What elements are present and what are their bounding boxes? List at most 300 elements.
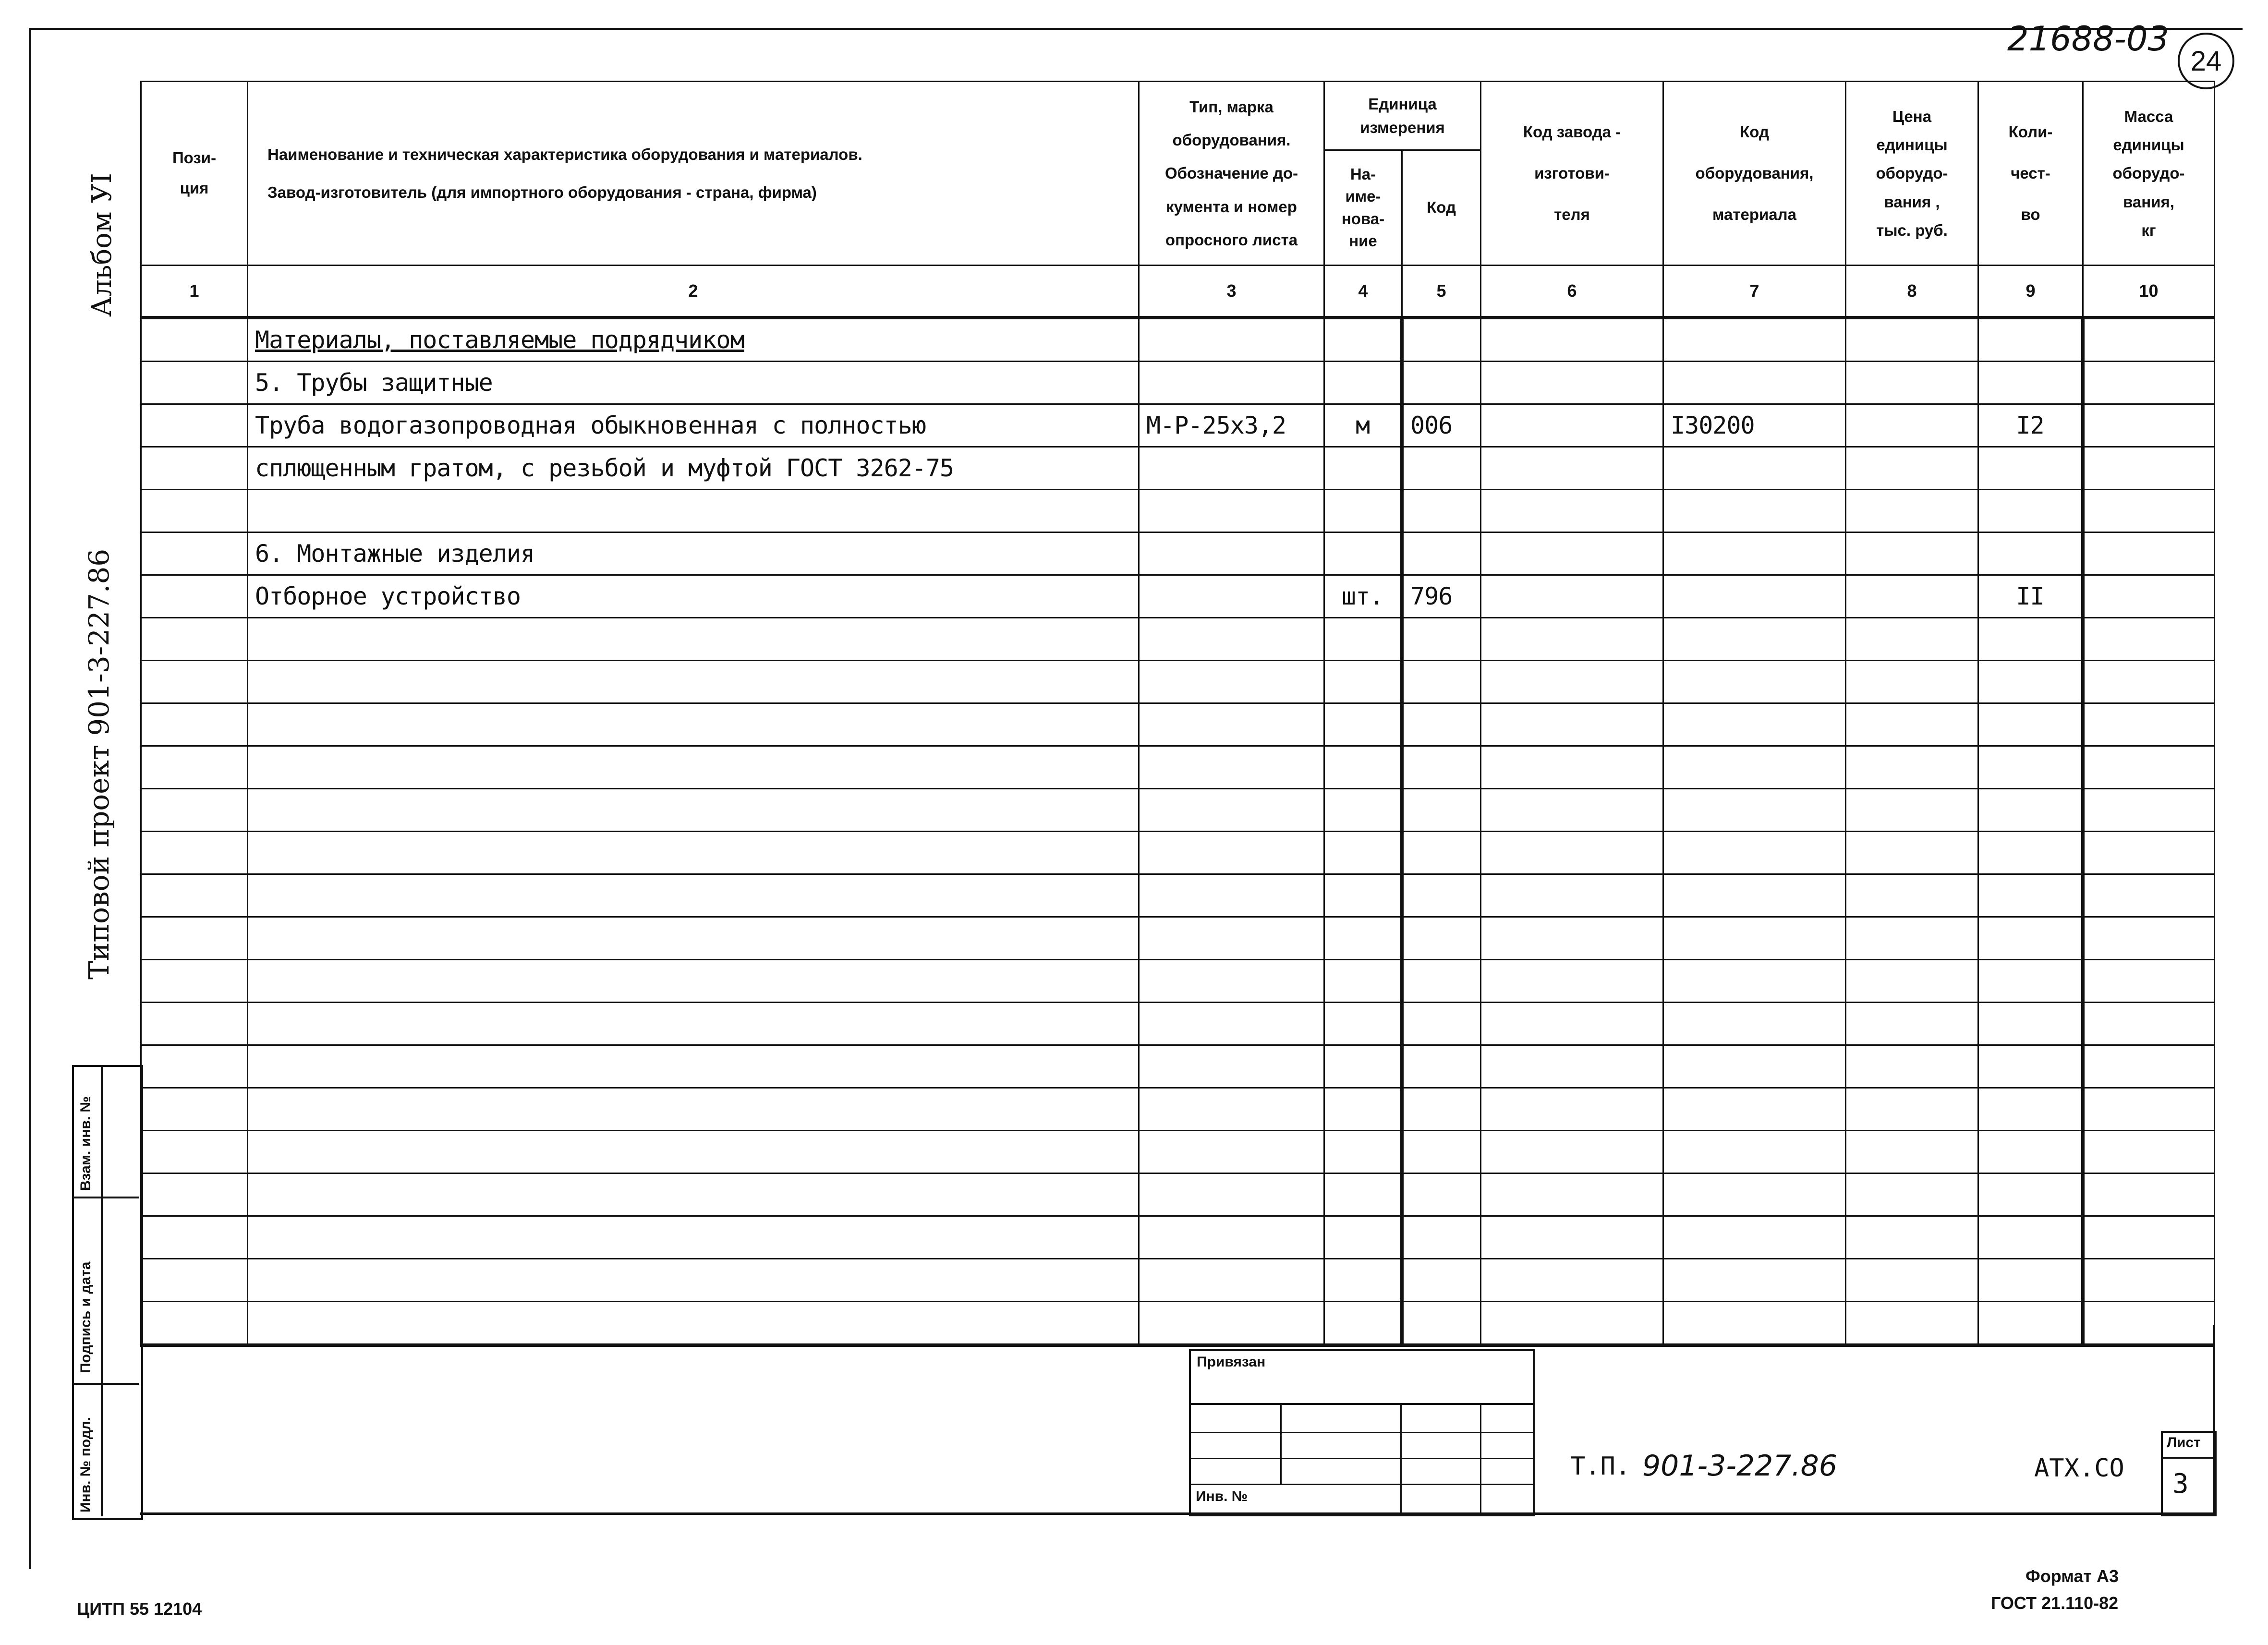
cell-col-10 <box>2083 661 2215 703</box>
cell-col-10 <box>2083 318 2215 362</box>
cell-col-8 <box>1846 1259 1978 1302</box>
cell-col-3 <box>1139 490 1324 532</box>
cell-col-8 <box>1846 1003 1978 1045</box>
cell-col-6 <box>1481 1131 1663 1173</box>
cell-col-2 <box>248 960 1139 1003</box>
header-mass: Масса единицы оборудо- вания, кг <box>2083 82 2215 266</box>
format-label: Формат А3 <box>2025 1566 2119 1586</box>
cell-col-1 <box>141 318 248 362</box>
cell-col-9 <box>1978 362 2083 404</box>
cell-col-7 <box>1663 318 1846 362</box>
cell-col-5 <box>1402 703 1481 746</box>
table-row <box>141 874 2215 917</box>
cell-col-1 <box>141 960 248 1003</box>
cell-col-4 <box>1324 490 1402 532</box>
table-row <box>141 1302 2215 1345</box>
cell-col-3 <box>1139 1045 1324 1088</box>
cell-col-10 <box>2083 1045 2215 1088</box>
gost-label: ГОСТ 21.110-82 <box>1991 1593 2119 1613</box>
frame-top-line <box>29 28 2243 30</box>
cell-col-1 <box>141 832 248 874</box>
cell-col-3 <box>1139 1259 1324 1302</box>
cell-col-6 <box>1481 575 1663 618</box>
project-label <box>83 549 115 980</box>
tp-number: 901-3-227.86 <box>1642 1449 1837 1483</box>
cell-col-10 <box>2083 703 2215 746</box>
cell-col-6 <box>1481 917 1663 960</box>
header-name-line2: Завод-изготовитель (для импортного оборудования - страна, фирма) <box>267 183 817 201</box>
cell-col-9 <box>1978 1003 2083 1045</box>
cell-col-10 <box>2083 1173 2215 1216</box>
frame-left-line <box>29 28 31 1569</box>
cell-col-1 <box>141 1173 248 1216</box>
cell-col-7 <box>1663 703 1846 746</box>
cell-col-6 <box>1481 874 1663 917</box>
cell-col-5 <box>1402 1045 1481 1088</box>
cell-col-2: Труба водогазопроводная обыкновенная с полностью <box>248 404 1139 447</box>
cell-col-6 <box>1481 447 1663 490</box>
citp-label: ЦИТП 55 12104 <box>77 1599 202 1619</box>
header-quantity: Коли- чест- во <box>1978 82 2083 266</box>
cell-col-5: 796 <box>1402 575 1481 618</box>
cell-col-8 <box>1846 703 1978 746</box>
cell-col-1 <box>141 575 248 618</box>
col-num-3: 3 <box>1139 266 1324 318</box>
cell-col-5 <box>1402 1131 1481 1173</box>
cell-col-2: 6. Монтажные изделия <box>248 532 1139 575</box>
cell-col-4 <box>1324 618 1402 661</box>
cell-col-10 <box>2083 960 2215 1003</box>
table-row <box>141 832 2215 874</box>
col-num-4: 4 <box>1324 266 1402 318</box>
album-label: Альбом УI <box>86 173 118 317</box>
list-number: 3 <box>2172 1468 2189 1500</box>
cell-col-1 <box>141 447 248 490</box>
table-row <box>141 661 2215 703</box>
cell-col-7 <box>1663 490 1846 532</box>
table-body <box>141 318 2215 1345</box>
cell-col-10 <box>2083 1131 2215 1173</box>
cell-col-3 <box>1139 1216 1324 1259</box>
cell-col-9 <box>1978 490 2083 532</box>
cell-col-1 <box>141 746 248 789</box>
column-number-row <box>141 266 2215 318</box>
cell-col-9 <box>1978 532 2083 575</box>
cell-col-1 <box>141 1131 248 1173</box>
cell-col-6 <box>1481 661 1663 703</box>
cell-col-5 <box>1402 1216 1481 1259</box>
cell-col-7 <box>1663 1131 1846 1173</box>
privyazan-vline-2 <box>1400 1403 1402 1512</box>
cell-col-9 <box>1978 1088 2083 1131</box>
cell-col-2: Материалы, поставляемые подрядчиком <box>248 318 1139 362</box>
cell-col-5 <box>1402 1003 1481 1045</box>
cell-col-4 <box>1324 362 1402 404</box>
cell-col-2: Отборное устройство <box>248 575 1139 618</box>
cell-col-5 <box>1402 661 1481 703</box>
table-row <box>141 362 2215 404</box>
privyazan-label: Привязан <box>1197 1354 1266 1370</box>
stamp-bottom-line <box>140 1512 2215 1515</box>
inv-podl-label: Инв. № подл. <box>78 1416 94 1512</box>
cell-col-8 <box>1846 746 1978 789</box>
cell-col-10 <box>2083 1088 2215 1131</box>
cell-col-7 <box>1663 1302 1846 1345</box>
cell-col-4 <box>1324 1302 1402 1345</box>
cell-col-9 <box>1978 447 2083 490</box>
cell-col-3 <box>1139 661 1324 703</box>
cell-col-1 <box>141 362 248 404</box>
cell-col-3 <box>1139 618 1324 661</box>
side-stamp-sep1 <box>72 1197 139 1198</box>
cell-col-4 <box>1324 960 1402 1003</box>
cell-col-8 <box>1846 832 1978 874</box>
cell-col-1 <box>141 1045 248 1088</box>
tp-prefix: Т.П. <box>1570 1452 1631 1481</box>
cell-col-6 <box>1481 1173 1663 1216</box>
list-label: Лист <box>2167 1435 2201 1451</box>
privyazan-vline-3 <box>1480 1403 1481 1512</box>
cell-col-10 <box>2083 404 2215 447</box>
cell-col-9 <box>1978 1302 2083 1345</box>
cell-col-3 <box>1139 1173 1324 1216</box>
cell-col-7 <box>1663 362 1846 404</box>
table-row <box>141 318 2215 362</box>
cell-col-8 <box>1846 618 1978 661</box>
cell-col-3 <box>1139 575 1324 618</box>
cell-col-1 <box>141 1003 248 1045</box>
cell-col-3 <box>1139 874 1324 917</box>
cell-col-5 <box>1402 1088 1481 1131</box>
cell-col-3 <box>1139 532 1324 575</box>
col-num-10: 10 <box>2083 266 2215 318</box>
cell-col-5 <box>1402 318 1481 362</box>
cell-col-7 <box>1663 1003 1846 1045</box>
cell-col-9 <box>1978 874 2083 917</box>
cell-col-10 <box>2083 1003 2215 1045</box>
cell-col-7 <box>1663 917 1846 960</box>
header-maker-code: Код завода - изготови- теля <box>1481 82 1663 266</box>
inv-no-label: Инв. № <box>1196 1488 1248 1504</box>
specification-table <box>140 81 2215 1347</box>
cell-col-4 <box>1324 661 1402 703</box>
table-row <box>141 404 2215 447</box>
cell-col-1 <box>141 1259 248 1302</box>
cell-col-5 <box>1402 874 1481 917</box>
cell-col-3 <box>1139 703 1324 746</box>
cell-col-4 <box>1324 532 1402 575</box>
cell-col-7 <box>1663 874 1846 917</box>
cell-col-8 <box>1846 1216 1978 1259</box>
table-row <box>141 1045 2215 1088</box>
cell-col-3 <box>1139 746 1324 789</box>
header-row-1 <box>141 82 2215 150</box>
cell-col-2 <box>248 1302 1139 1345</box>
table-row <box>141 447 2215 490</box>
cell-col-8 <box>1846 532 1978 575</box>
cell-col-10 <box>2083 917 2215 960</box>
cell-col-9 <box>1978 917 2083 960</box>
table-row <box>141 575 2215 618</box>
cell-col-6 <box>1481 832 1663 874</box>
col-num-5: 5 <box>1402 266 1481 318</box>
cell-col-10 <box>2083 1216 2215 1259</box>
col-num-8: 8 <box>1846 266 1978 318</box>
table-row <box>141 1088 2215 1131</box>
cell-col-9 <box>1978 746 2083 789</box>
header-equipment-code: Код оборудования, материала <box>1663 82 1846 266</box>
cell-col-5 <box>1402 917 1481 960</box>
cell-col-8 <box>1846 362 1978 404</box>
project-text: Типовой проект 901-3-227.86 <box>83 548 115 980</box>
cell-col-8 <box>1846 1088 1978 1131</box>
cell-col-5 <box>1402 832 1481 874</box>
header-unit-code: Код <box>1402 150 1481 266</box>
podpis-label: Подпись и дата <box>78 1261 94 1373</box>
cell-col-1 <box>141 917 248 960</box>
cell-col-10 <box>2083 1259 2215 1302</box>
cell-col-4 <box>1324 703 1402 746</box>
cell-col-5 <box>1402 618 1481 661</box>
cell-col-2 <box>248 1088 1139 1131</box>
cell-col-4: шт. <box>1324 575 1402 618</box>
cell-col-10 <box>2083 874 2215 917</box>
cell-col-3 <box>1139 1003 1324 1045</box>
cell-col-7 <box>1663 832 1846 874</box>
col-num-1: 1 <box>141 266 248 318</box>
cell-col-5 <box>1402 362 1481 404</box>
cell-col-9 <box>1978 1131 2083 1173</box>
cell-col-1 <box>141 874 248 917</box>
cell-col-3 <box>1139 960 1324 1003</box>
col-num-9: 9 <box>1978 266 2083 318</box>
cell-col-2 <box>248 789 1139 832</box>
cell-col-6 <box>1481 404 1663 447</box>
cell-col-9 <box>1978 1045 2083 1088</box>
col-num-2: 2 <box>248 266 1139 318</box>
cell-col-5 <box>1402 490 1481 532</box>
cell-col-10 <box>2083 362 2215 404</box>
cell-col-2 <box>248 661 1139 703</box>
cell-col-2 <box>248 746 1139 789</box>
cell-col-1 <box>141 1088 248 1131</box>
cell-col-9 <box>1978 318 2083 362</box>
cell-col-6 <box>1481 1045 1663 1088</box>
cell-col-1 <box>141 490 248 532</box>
cell-col-10 <box>2083 832 2215 874</box>
cell-col-1 <box>141 404 248 447</box>
cell-col-6 <box>1481 1088 1663 1131</box>
cell-col-8 <box>1846 404 1978 447</box>
doc-number: 21688-03 <box>2007 19 2170 59</box>
cell-col-7: I30200 <box>1663 404 1846 447</box>
cell-col-5 <box>1402 789 1481 832</box>
cell-col-2 <box>248 832 1139 874</box>
cell-col-6 <box>1481 789 1663 832</box>
privyazan-vline-1 <box>1280 1403 1282 1484</box>
header-price: Цена единицы оборудо- вания , тыс. руб. <box>1846 82 1978 266</box>
side-stamp-divider <box>101 1065 103 1516</box>
cell-col-10 <box>2083 1302 2215 1345</box>
cell-col-7 <box>1663 661 1846 703</box>
cell-col-6 <box>1481 1216 1663 1259</box>
cell-col-8 <box>1846 447 1978 490</box>
cell-col-9 <box>1978 789 2083 832</box>
cell-col-7 <box>1663 532 1846 575</box>
cell-col-8 <box>1846 1045 1978 1088</box>
table-row <box>141 746 2215 789</box>
table-row <box>141 1131 2215 1173</box>
cell-col-3 <box>1139 1088 1324 1131</box>
cell-col-3 <box>1139 832 1324 874</box>
cell-col-3 <box>1139 789 1324 832</box>
cell-col-9 <box>1978 1259 2083 1302</box>
cell-col-4 <box>1324 874 1402 917</box>
cell-col-4 <box>1324 447 1402 490</box>
cell-col-7 <box>1663 1259 1846 1302</box>
cell-col-6 <box>1481 618 1663 661</box>
cell-col-10 <box>2083 447 2215 490</box>
table-row <box>141 490 2215 532</box>
vzam-inv-label: Взам. инв. № <box>78 1096 94 1191</box>
cell-col-6 <box>1481 703 1663 746</box>
cell-col-6 <box>1481 960 1663 1003</box>
cell-col-7 <box>1663 1173 1846 1216</box>
cell-col-8 <box>1846 318 1978 362</box>
cell-col-7 <box>1663 618 1846 661</box>
cell-col-6 <box>1481 532 1663 575</box>
cell-col-1 <box>141 618 248 661</box>
col-num-7: 7 <box>1663 266 1846 318</box>
header-type: Тип, марка оборудования. Обозначение до- кумента и номер опросного листа <box>1139 82 1324 266</box>
cell-col-2 <box>248 618 1139 661</box>
cell-col-3 <box>1139 1302 1324 1345</box>
cell-col-9 <box>1978 618 2083 661</box>
cell-col-9: II <box>1978 575 2083 618</box>
cell-col-3: М-Р-25х3,2 <box>1139 404 1324 447</box>
cell-col-5 <box>1402 1173 1481 1216</box>
cell-col-6 <box>1481 746 1663 789</box>
table-row <box>141 1216 2215 1259</box>
cell-col-7 <box>1663 746 1846 789</box>
cell-col-2 <box>248 703 1139 746</box>
cell-col-9 <box>1978 832 2083 874</box>
cell-col-1 <box>141 703 248 746</box>
cell-col-6 <box>1481 362 1663 404</box>
cell-col-2 <box>248 1216 1139 1259</box>
cell-col-5 <box>1402 960 1481 1003</box>
header-name-line1: Наименование и техническая характеристика оборудования и материалов. <box>267 145 862 163</box>
cell-col-2: 5. Трубы защитные <box>248 362 1139 404</box>
cell-col-5 <box>1402 532 1481 575</box>
cell-col-7 <box>1663 1088 1846 1131</box>
cell-col-4 <box>1324 1131 1402 1173</box>
cell-col-2 <box>248 1045 1139 1088</box>
cell-col-5 <box>1402 746 1481 789</box>
table-row <box>141 917 2215 960</box>
cell-col-9 <box>1978 960 2083 1003</box>
cell-col-2 <box>248 917 1139 960</box>
cell-col-2 <box>248 1173 1139 1216</box>
cell-col-7 <box>1663 960 1846 1003</box>
cell-col-2 <box>248 1003 1139 1045</box>
cell-col-10 <box>2083 490 2215 532</box>
header-unit: Единица измерения <box>1324 82 1481 150</box>
table-row <box>141 1173 2215 1216</box>
cell-col-1 <box>141 532 248 575</box>
table-row <box>141 789 2215 832</box>
table-row <box>141 703 2215 746</box>
cell-col-6 <box>1481 1259 1663 1302</box>
cell-col-2 <box>248 490 1139 532</box>
cell-col-5 <box>1402 1302 1481 1345</box>
cell-col-6 <box>1481 318 1663 362</box>
cell-col-10 <box>2083 746 2215 789</box>
cell-col-8 <box>1846 661 1978 703</box>
table-row <box>141 532 2215 575</box>
cell-col-4 <box>1324 1173 1402 1216</box>
header-unit-name: На- име- нова- ние <box>1324 150 1402 266</box>
cell-col-3 <box>1139 1131 1324 1173</box>
cell-col-7 <box>1663 1045 1846 1088</box>
cell-col-1 <box>141 1216 248 1259</box>
cell-col-8 <box>1846 874 1978 917</box>
cell-col-10 <box>2083 789 2215 832</box>
cell-col-8 <box>1846 960 1978 1003</box>
cell-col-3 <box>1139 318 1324 362</box>
cell-col-10 <box>2083 618 2215 661</box>
cell-col-6 <box>1481 490 1663 532</box>
table-row <box>141 1259 2215 1302</box>
cell-col-9 <box>1978 1216 2083 1259</box>
page-circle-number: 24 <box>2190 45 2222 77</box>
header-position: Пози- ция <box>141 82 248 266</box>
cell-col-7 <box>1663 575 1846 618</box>
cell-col-10 <box>2083 575 2215 618</box>
cell-col-5: 006 <box>1402 404 1481 447</box>
cell-col-4 <box>1324 1216 1402 1259</box>
cell-col-2 <box>248 874 1139 917</box>
cell-col-9 <box>1978 1173 2083 1216</box>
cell-col-8 <box>1846 1302 1978 1345</box>
cell-col-4 <box>1324 1259 1402 1302</box>
table-row <box>141 1003 2215 1045</box>
cell-col-4 <box>1324 318 1402 362</box>
cell-col-9 <box>1978 703 2083 746</box>
cell-col-9 <box>1978 661 2083 703</box>
cell-col-1 <box>141 661 248 703</box>
drawing-code: АТХ.СО <box>2034 1454 2124 1483</box>
list-box-divider <box>2161 1457 2215 1459</box>
col-num-6: 6 <box>1481 266 1663 318</box>
cell-col-7 <box>1663 789 1846 832</box>
cell-col-3 <box>1139 362 1324 404</box>
cell-col-4 <box>1324 1088 1402 1131</box>
cell-col-4 <box>1324 746 1402 789</box>
cell-col-8 <box>1846 575 1978 618</box>
table-row <box>141 960 2215 1003</box>
cell-col-4 <box>1324 832 1402 874</box>
cell-col-2 <box>248 1259 1139 1302</box>
cell-col-8 <box>1846 1173 1978 1216</box>
cell-col-3 <box>1139 917 1324 960</box>
cell-col-7 <box>1663 447 1846 490</box>
cell-col-1 <box>141 789 248 832</box>
cell-col-8 <box>1846 1131 1978 1173</box>
side-stamp-sep2 <box>72 1383 139 1385</box>
cell-col-2 <box>248 1131 1139 1173</box>
cell-col-3 <box>1139 447 1324 490</box>
